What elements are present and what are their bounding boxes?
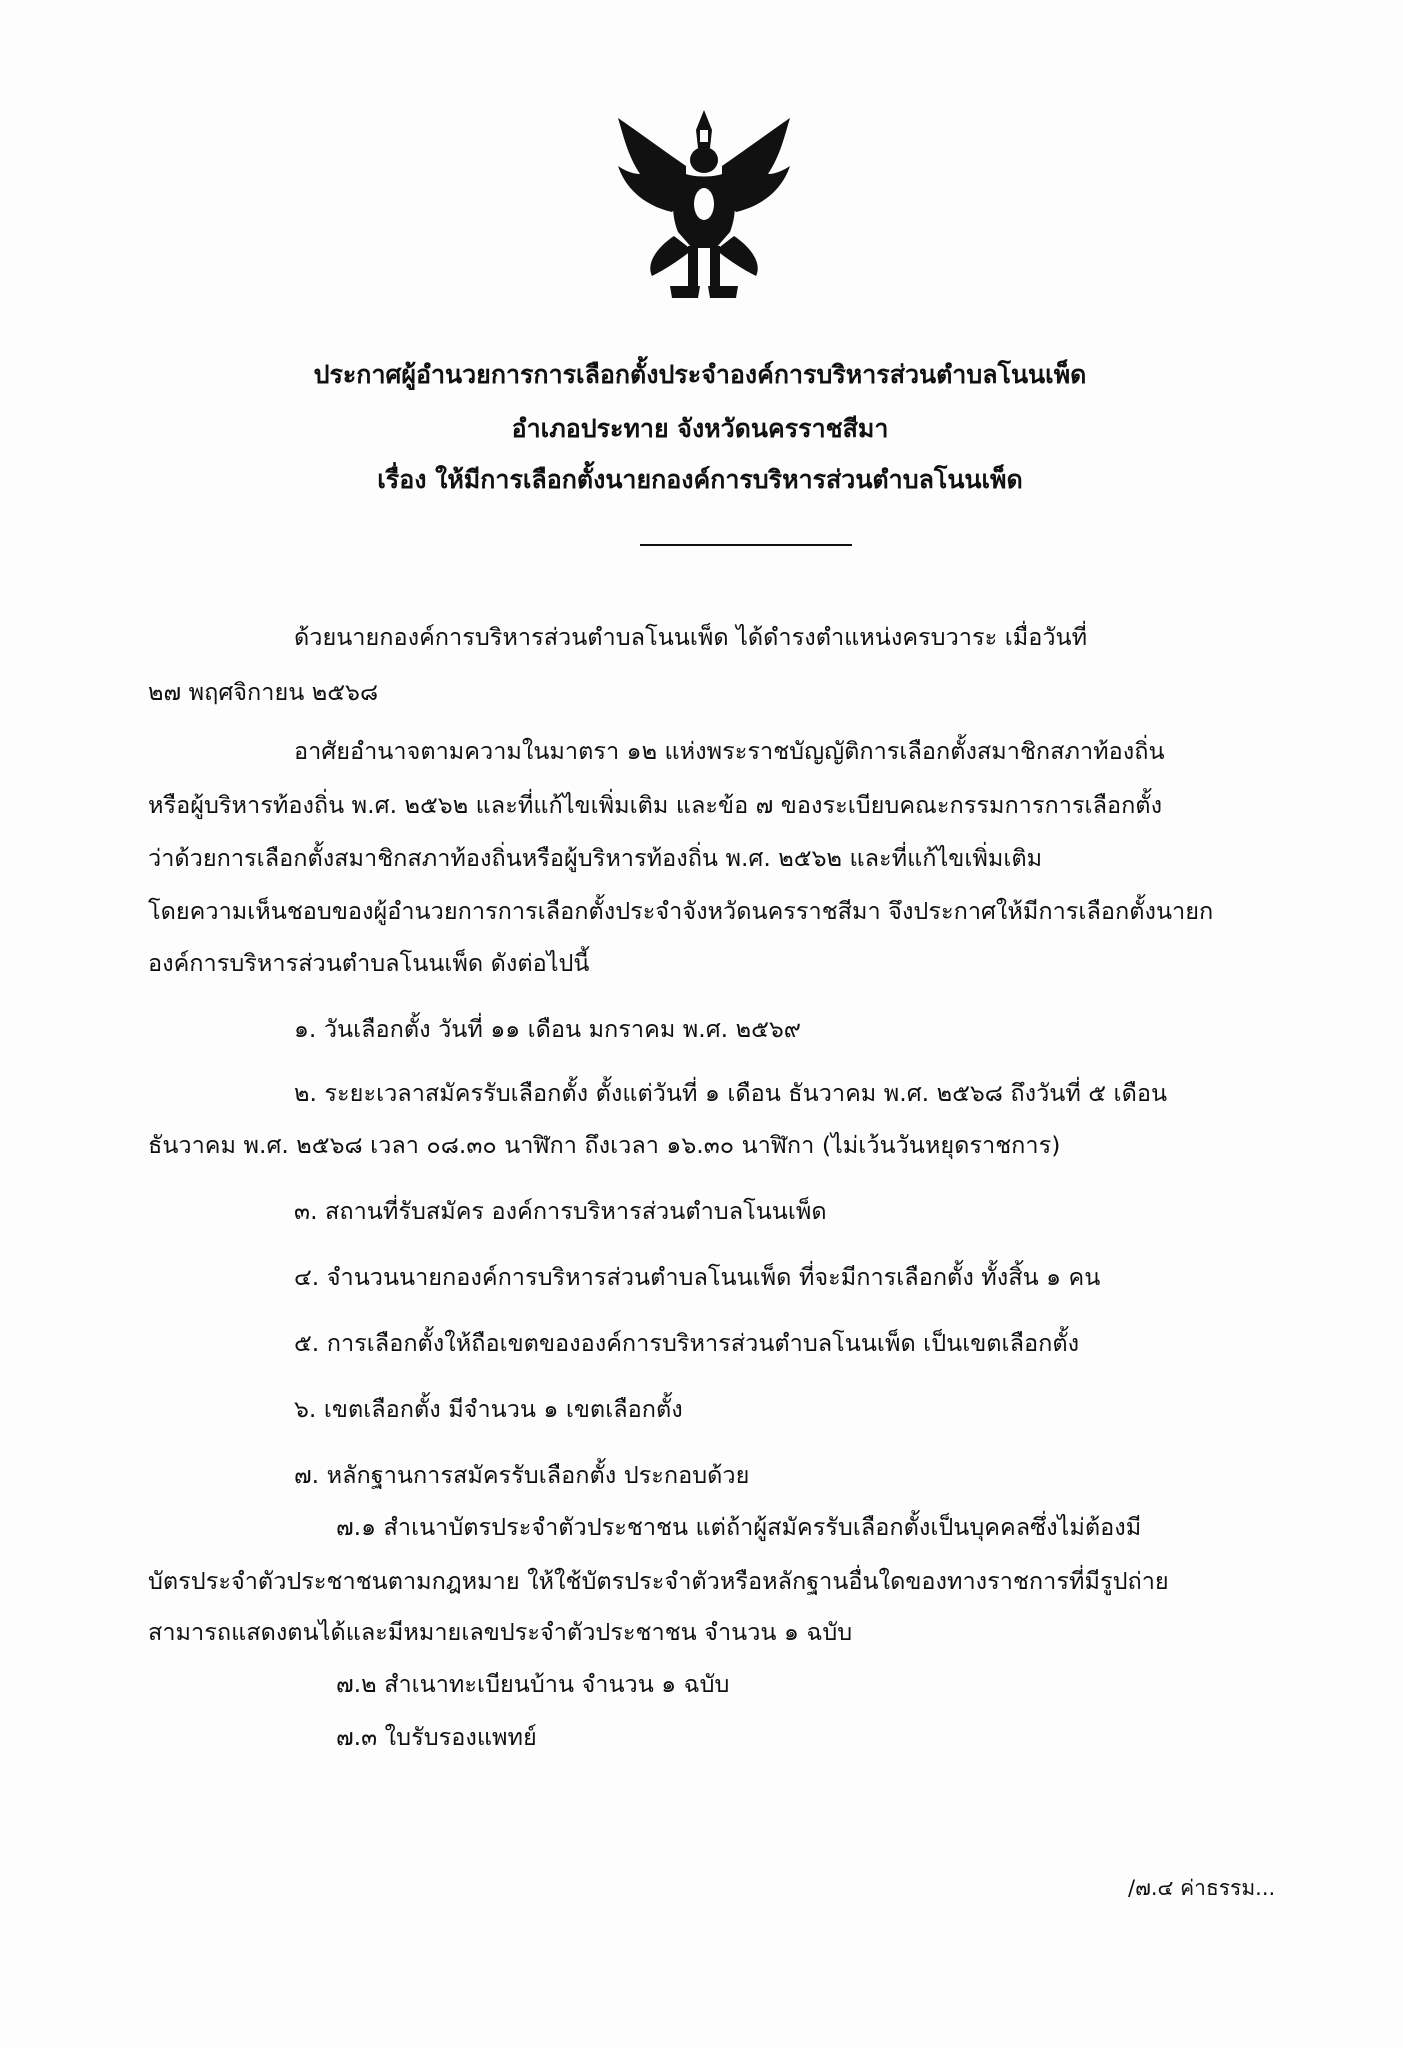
para2-line2: หรือผู้บริหารท้องถิ่น พ.ศ. ๒๕๖๒ และที่แก้ไขเพิ่มเติม และข้อ ๗ ของระเบียบคณะกรรมการการเลือกตั้ง	[148, 791, 1163, 819]
list-item-3: ๓. สถานที่รับสมัคร องค์การบริหารส่วนตำบลโนนเพ็ด	[294, 1197, 827, 1225]
header-line-2: อำเภอประทาย จังหวัดนครราชสีมา	[511, 414, 889, 443]
para2-line1: อาศัยอำนาจตามความในมาตรา ๑๒ แห่งพระราชบัญญัติการเลือกตั้งสมาชิกสภาท้องถิ่น	[294, 737, 1165, 765]
sub-item-7-1-line1: ๗.๑ สำเนาบัตรประจำตัวประชาชน แต่ถ้าผู้สมัครรับเลือกตั้งเป็นบุคคลซึ่งไม่ต้องมี	[336, 1513, 1142, 1541]
para1-line1: ด้วยนายกองค์การบริหารส่วนตำบลโนนเพ็ด ได้ดำรงตำแหน่งครบวาระ เมื่อวันที่	[294, 623, 1088, 651]
garuda-emblem-icon	[612, 108, 796, 303]
list-item-2-line1: ๒. ระยะเวลาสมัครรับเลือกตั้ง ตั้งแต่วันที่ ๑ เดือน ธันวาคม พ.ศ. ๒๕๖๘ ถึงวันที่ ๕ เดือน	[294, 1079, 1168, 1107]
sub-item-7-3: ๗.๓ ใบรับรองแพทย์	[336, 1723, 537, 1751]
list-item-6: ๖. เขตเลือกตั้ง มีจำนวน ๑ เขตเลือกตั้ง	[294, 1395, 683, 1423]
para2-line4: โดยความเห็นชอบของผู้อำนวยการการเลือกตั้งประจำจังหวัดนครราชสีมา จึงประกาศให้มีการเลือกตั้งนายก	[148, 897, 1214, 925]
sub-item-7-1-line2: บัตรประจำตัวประชาชนตามกฎหมาย ให้ใช้บัตรประจำตัวหรือหลักฐานอื่นใดของทางราชการที่มีรูปถ่าย	[148, 1567, 1169, 1595]
list-item-5: ๕. การเลือกตั้งให้ถือเขตขององค์การบริหารส่วนตำบลโนนเพ็ด เป็นเขตเลือกตั้ง	[294, 1329, 1080, 1357]
page-continuation: /๗.๔ ค่าธรรม...	[1128, 1876, 1276, 1900]
list-item-2-line2: ธันวาคม พ.ศ. ๒๕๖๘ เวลา ๐๘.๓๐ นาฬิกา ถึงเวลา ๑๖.๓๐ นาฬิกา (ไม่เว้นวันหยุดราชการ)	[148, 1131, 1061, 1159]
header-subject: เรื่อง ให้มีการเลือกตั้งนายกองค์การบริหารส่วนตำบลโนนเพ็ด	[377, 465, 1023, 494]
list-item-4: ๔. จำนวนนายกองค์การบริหารส่วนตำบลโนนเพ็ด ที่จะมีการเลือกตั้ง ทั้งสิ้น ๑ คน	[294, 1263, 1101, 1291]
sub-item-7-2: ๗.๒ สำเนาทะเบียนบ้าน จำนวน ๑ ฉบับ	[336, 1670, 730, 1698]
sub-item-7-1-line3: สามารถแสดงตนได้และมีหมายเลขประจำตัวประชาชน จำนวน ๑ ฉบับ	[148, 1618, 853, 1646]
list-item-1: ๑. วันเลือกตั้ง วันที่ ๑๑ เดือน มกราคม พ.ศ. ๒๕๖๙	[294, 1015, 802, 1043]
para1-line2: ๒๗ พฤศจิกายน ๒๕๖๘	[148, 678, 379, 706]
para2-line3: ว่าด้วยการเลือกตั้งสมาชิกสภาท้องถิ่นหรือผู้บริหารท้องถิ่น พ.ศ. ๒๕๖๒ และที่แก้ไขเพิ่มเติม	[148, 844, 1043, 872]
header-divider	[640, 544, 852, 546]
para2-line5: องค์การบริหารส่วนตำบลโนนเพ็ด ดังต่อไปนี้	[148, 949, 590, 977]
header-line-1: ประกาศผู้อำนวยการการเลือกตั้งประจำองค์การบริหารส่วนตำบลโนนเพ็ด	[313, 360, 1087, 389]
list-item-7: ๗. หลักฐานการสมัครรับเลือกตั้ง ประกอบด้วย	[294, 1461, 750, 1489]
